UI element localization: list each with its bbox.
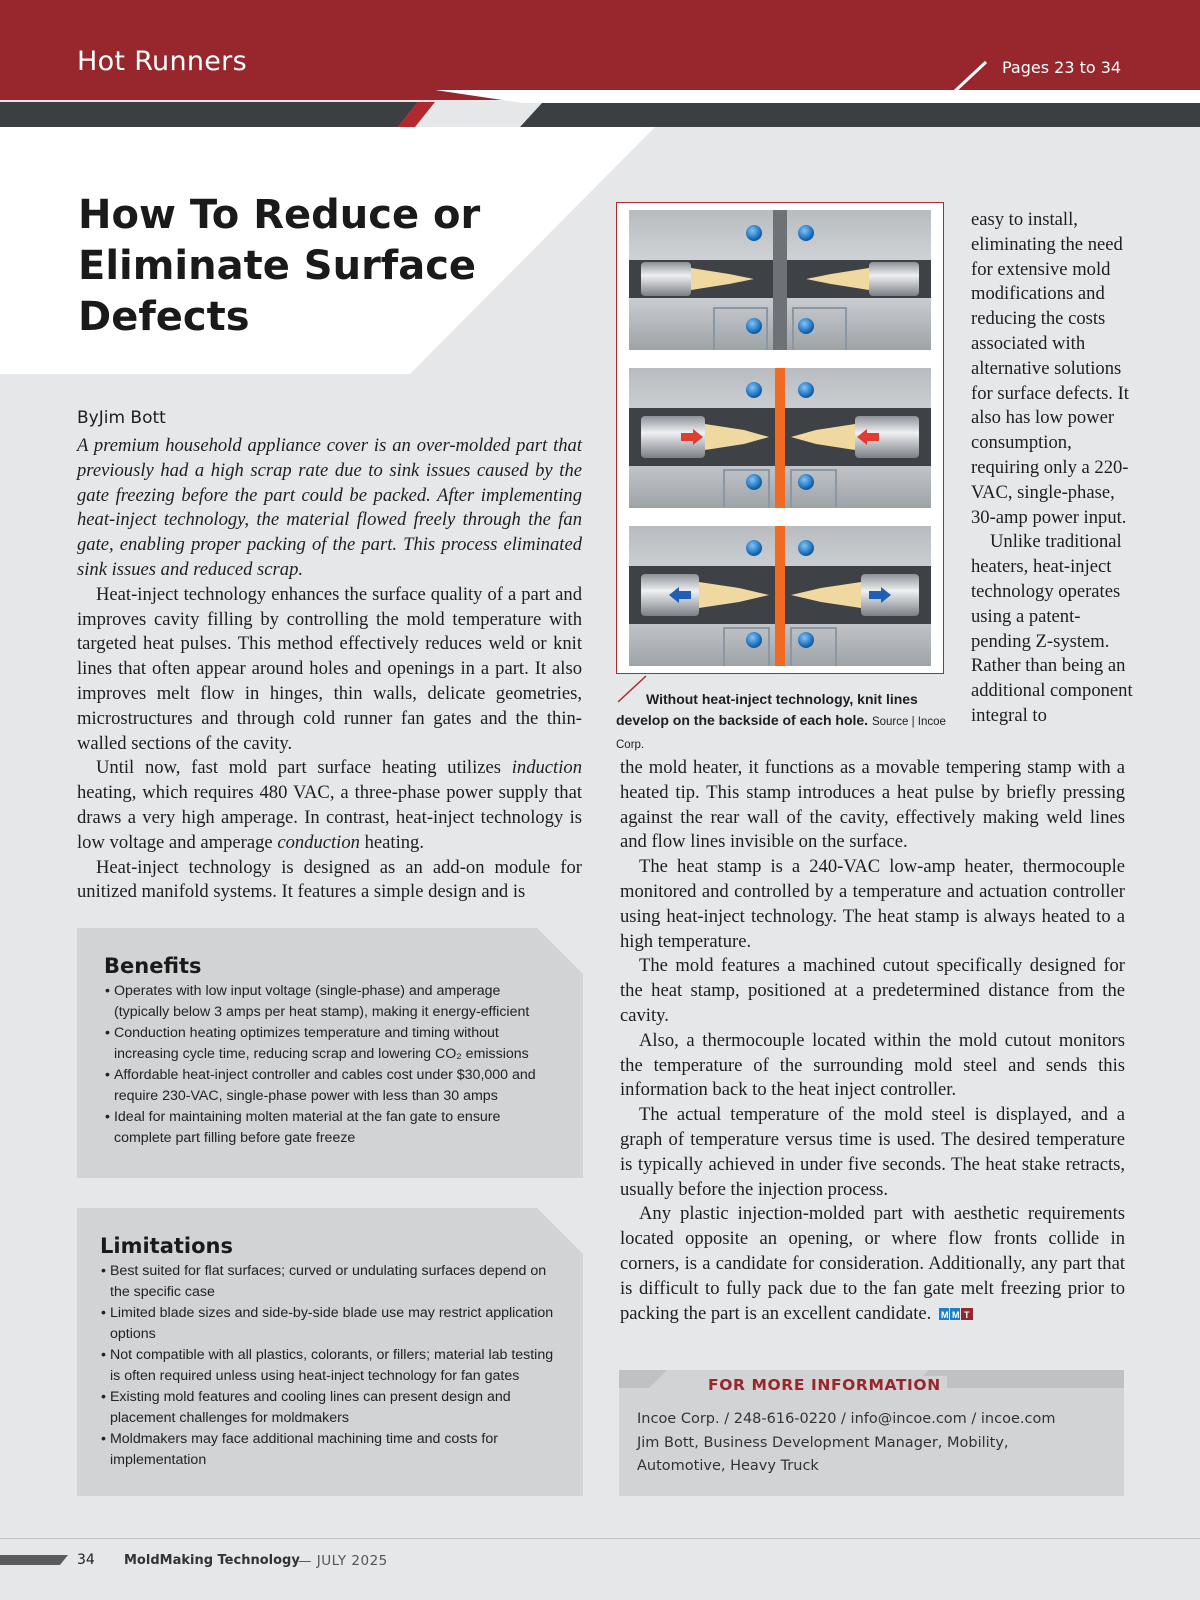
panel-3 xyxy=(629,526,931,666)
right-narrow-column xyxy=(971,208,1139,729)
contact-line: Jim Bott, Business Development Manager, Mobility, xyxy=(637,1434,1009,1451)
panel-2 xyxy=(629,368,931,508)
footer-bar xyxy=(0,1555,70,1565)
benefits-box xyxy=(77,928,583,1178)
body-paragraph: Heat-inject technology is designed as an add-on module for unitized manifold systems. It features a simple design and is xyxy=(77,856,582,903)
left-column xyxy=(77,434,582,905)
svg-text:T: T xyxy=(964,1310,970,1321)
panel-1 xyxy=(629,210,931,350)
footer-rule xyxy=(0,1538,1200,1539)
body-paragraph: Unlike traditional heaters, heat-inject technology operates using a patent-pending Z-system. Rather than being an additional component integral to xyxy=(971,531,1133,726)
page-number: 34 xyxy=(77,1552,95,1568)
contact-line: Incoe Corp. / 248-616-0220 / info@incoe.com / incoe.com xyxy=(637,1411,1056,1427)
lead-paragraph: A premium household appliance cover is an over-molded part that previously had a high scrap rate due to sink issues caused by the gate freezing before the part could be packed. After implementing heat-inject technology, the material flowed freely through the fan gate, enabling proper packing of the part. This process eliminated sink issues and reduced scrap. xyxy=(77,435,582,580)
limitations-title: Limitations xyxy=(100,1234,233,1258)
mold-figure xyxy=(616,202,944,674)
limitations-list xyxy=(100,1261,560,1471)
list-item: • Affordable heat-inject controller and cables cost under $30,000 and require 230-VAC, single-phase power with less than 30 amps xyxy=(104,1065,544,1107)
body-paragraph: easy to install, eliminating the need for extensive mold modifications and reducing the costs associated with alternative solutions for surface defects. It also has low power consumption, requiring only a 220-VAC, single-phase, 30-amp power input. xyxy=(971,209,1129,528)
body-paragraph: Heat-inject technology enhances the surface quality of a part and improves cavity filling by controlling the mold temperature with targeted heat pulses. This method effectively reduces weld or knit lines that often appear around holes and openings in a part. It also improves melt flow in hinges, thin walls, delicate geometries, microstructures and through cold runner fan gates and the thin-walled sections of the cavity. xyxy=(77,583,582,754)
more-info-heading: FOR MORE INFORMATION xyxy=(702,1376,947,1394)
figure-credit: Source | Incoe Corp. xyxy=(616,716,946,751)
benefits-list xyxy=(104,981,544,1149)
magazine-name: MoldMaking Technology xyxy=(124,1553,300,1568)
article-title xyxy=(78,190,498,343)
more-info-box xyxy=(619,1370,1124,1496)
benefits-title: Benefits xyxy=(104,954,202,978)
limitations-box xyxy=(77,1208,583,1496)
mold-illustration xyxy=(629,210,931,666)
list-item: • Moldmakers may face additional machining time and costs for implementation xyxy=(100,1429,560,1471)
body-paragraph: Until now, fast mold part surface heating utilizes induction heating, which requires 480 VAC, a three-phase power supply that draws a very high amperage. In contrast, heat-inject technology is low voltage and amperage conduction heating. xyxy=(77,757,582,853)
more-info-lines xyxy=(637,1408,1055,1479)
list-item: • Not compatible with all plastics, colorants, or fillers; material lab testing is often required unless using heat-inject technology for fan gates xyxy=(100,1345,560,1387)
figure-caption: Without heat-inject technology, knit lines develop on the backside of each hole. Source | Incoe Corp. xyxy=(616,691,946,751)
body-paragraph: The actual temperature of the mold steel is displayed, and a graph of temperature versus time is used. The desired temperature is typically achieved in under five seconds. The heat stake retracts, usually before the injection process. xyxy=(620,1104,1125,1200)
pages-range: Pages 23 to 34 xyxy=(1002,58,1122,77)
title-line: How To Reduce or xyxy=(78,192,481,238)
contact-line: Automotive, Heavy Truck xyxy=(637,1458,819,1474)
list-item: • Operates with low input voltage (single-phase) and amperage (typically below 3 amps per heat stamp), making it energy-efficient xyxy=(104,981,544,1023)
list-item: • Ideal for maintaining molten material at the fan gate to ensure complete part filling before gate freeze xyxy=(104,1107,544,1149)
body-paragraph: The heat stamp is a 240-VAC low-amp heater, thermocouple monitored and controlled by a temperature and actuation controller using heat-inject technology. The heat stamp is always heated to a high temperature. xyxy=(620,856,1125,952)
body-paragraph: Also, a thermocouple located within the mold cutout monitors the temperature of the surrounding mold steel and sends this information back to the heat inject controller. xyxy=(620,1029,1125,1101)
byline: ByJim Bott xyxy=(77,408,166,428)
body-paragraph: The mold features a machined cutout specifically designed for the heat stamp, positioned at a predetermined distance from the cavity. xyxy=(620,955,1125,1026)
mmt-end-mark-icon xyxy=(939,1308,973,1320)
title-line: Defects xyxy=(78,294,250,340)
body-paragraph: Any plastic injection-molded part with aesthetic requirements located opposite an opening, or where flow fronts collide in corners, is a candidate for consideration. Additionally, any part that is difficult to fully pack due to the fan gate melt freezing prior to packing the part is an excellent candidate. M M T xyxy=(620,1203,1125,1324)
right-wide-column xyxy=(620,756,1125,1326)
body-paragraph: the mold heater, it functions as a movable tempering stamp with a heated tip. This stamp introduces a heat pulse by briefly pressing against the rear wall of the cavity, effectively making weld lines and flow lines invisible on the surface. xyxy=(620,757,1125,853)
list-item: • Existing mold features and cooling lines can present design and placement challenges for moldmakers xyxy=(100,1387,560,1429)
issue-date: — JULY 2025 xyxy=(298,1553,388,1569)
list-item: • Conduction heating optimizes temperature and timing without increasing cycle time, reducing scrap and lowering CO₂ emissions xyxy=(104,1023,544,1065)
list-item: • Best suited for flat surfaces; curved or undulating surfaces depend on the specific case xyxy=(100,1261,560,1303)
section-title: Hot Runners xyxy=(77,46,247,77)
title-line: Eliminate Surface xyxy=(78,243,477,289)
svg-text:M: M xyxy=(941,1310,949,1321)
svg-text:M: M xyxy=(952,1310,960,1321)
list-item: • Limited blade sizes and side-by-side blade use may restrict application options xyxy=(100,1303,560,1345)
